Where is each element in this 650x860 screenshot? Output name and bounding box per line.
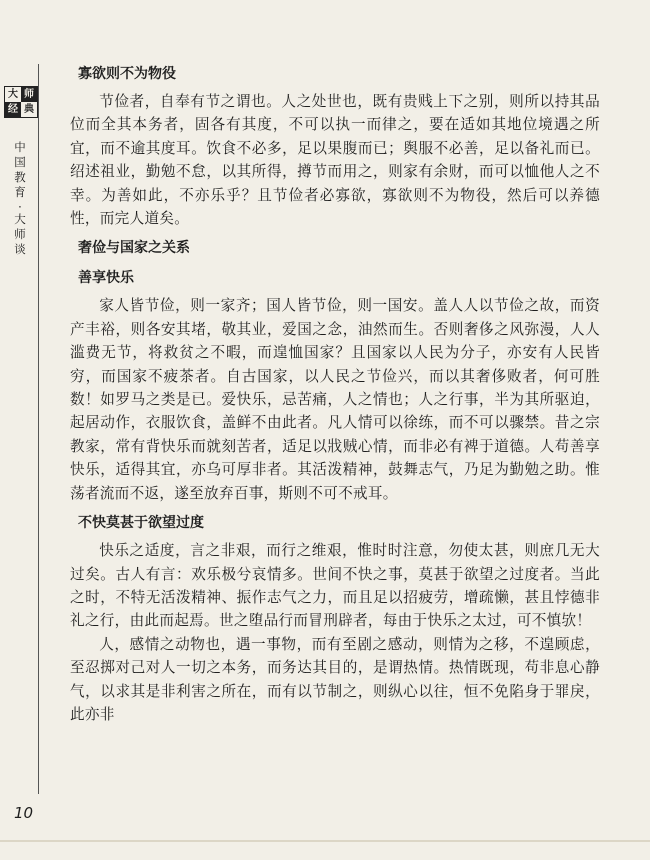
series-char: 教 bbox=[14, 170, 26, 184]
logo-char: 师 bbox=[21, 87, 37, 102]
series-char: 大 bbox=[14, 212, 26, 226]
body-paragraph: 家人皆节俭，则一家齐；国人皆节俭，则一国安。盖人人以节俭之故，而资产丰裕，则各安其堵，敬其业，爱国之念，油然而生。否则奢侈之风弥漫，人人滥费无节，将救贫之不暇，而遑恤国家？且国家以人民为分子，亦安有人民皆穷，而国家不疲茶者。自古国家，以人民之节俭兴，而以其奢侈败者，何可胜数！如罗马之类是已。爱快乐，忌苦痛，人之情也；人之行事，半为其所驱迫，起居动作，衣服饮食，盖鲜不由此者。凡人情可以徐练，而不可以骤禁。昔之宗教家，常有背快乐而就刻苦者，适足以戕贼心情，而非必有裨于道德。人苟善享快乐，适得其宜，亦乌可厚非者。其活泼精神，鼓舞志气，乃足为勤勉之助。惟荡者流而不返，遂至放弃百事，斯则不可不戒耳。 bbox=[70, 297, 600, 502]
series-char: 育 bbox=[14, 185, 26, 199]
sidebar-divider bbox=[38, 64, 39, 794]
series-char: 谈 bbox=[14, 242, 26, 256]
section-heading: 不快莫甚于欲望过度 bbox=[78, 515, 204, 532]
series-char: 国 bbox=[14, 155, 26, 169]
main-text bbox=[70, 56, 600, 726]
series-title bbox=[11, 140, 29, 257]
section-heading: 善享快乐 bbox=[78, 270, 134, 287]
logo-char: 典 bbox=[24, 103, 34, 115]
body-paragraph: 快乐之适度，言之非艰，而行之维艰，惟时时注意，勿使太甚，则庶几无大过矣。古人有言：欢乐极兮哀情多。世间不快之事，莫甚于欲望之过度者。当此之时，不特无活泼精神、振作志气之力，而且足以招疲劳，增疏懒，甚且悖德非礼之行，由此而起焉。世之堕品行而冒刑辟者，每由于快乐之太过，可不慎欤！ bbox=[70, 542, 600, 630]
section-heading: 奢俭与国家之关系 bbox=[78, 240, 190, 257]
series-char: 师 bbox=[14, 227, 26, 241]
logo-char: 经 bbox=[5, 102, 21, 117]
series-separator: · bbox=[18, 200, 22, 214]
page-bottom-edge bbox=[0, 840, 650, 842]
series-logo bbox=[4, 86, 38, 118]
page-number: 10 bbox=[14, 804, 34, 822]
series-char: 中 bbox=[14, 140, 26, 154]
body-paragraph: 节俭者，自奉有节之谓也。人之处世也，既有贵贱上下之别，则所以持其品位而全其本务者，固各有其度，不可以执一而律之，要在适如其地位境遇之所宜，而不逾其度耳。饮食不必多，足以果腹而已；舆服不必善，足以备礼而已。绍述祖业，勤勉不怠，以其所得，撙节而用之，则家有余财，而可以恤他人之不幸。为善如此，不亦乐乎？且节俭者必寡欲，寡欲则不为物役，然后可以养德性，而完人道矣。 bbox=[70, 93, 600, 228]
logo-char: 大 bbox=[8, 88, 18, 100]
section-heading: 寡欲则不为物役 bbox=[78, 66, 176, 82]
body-paragraph: 人，感情之动物也，遇一事物，而有至剧之感动，则情为之移，不遑顾虑，至忍掷对己对人一切之本务，而务达其目的，是谓热情。热情既现，苟非息心静气，以求其是非利害之所在，而有以节制之，则纵心以往，恒不免陷身于罪戾，此亦非 bbox=[70, 635, 600, 723]
